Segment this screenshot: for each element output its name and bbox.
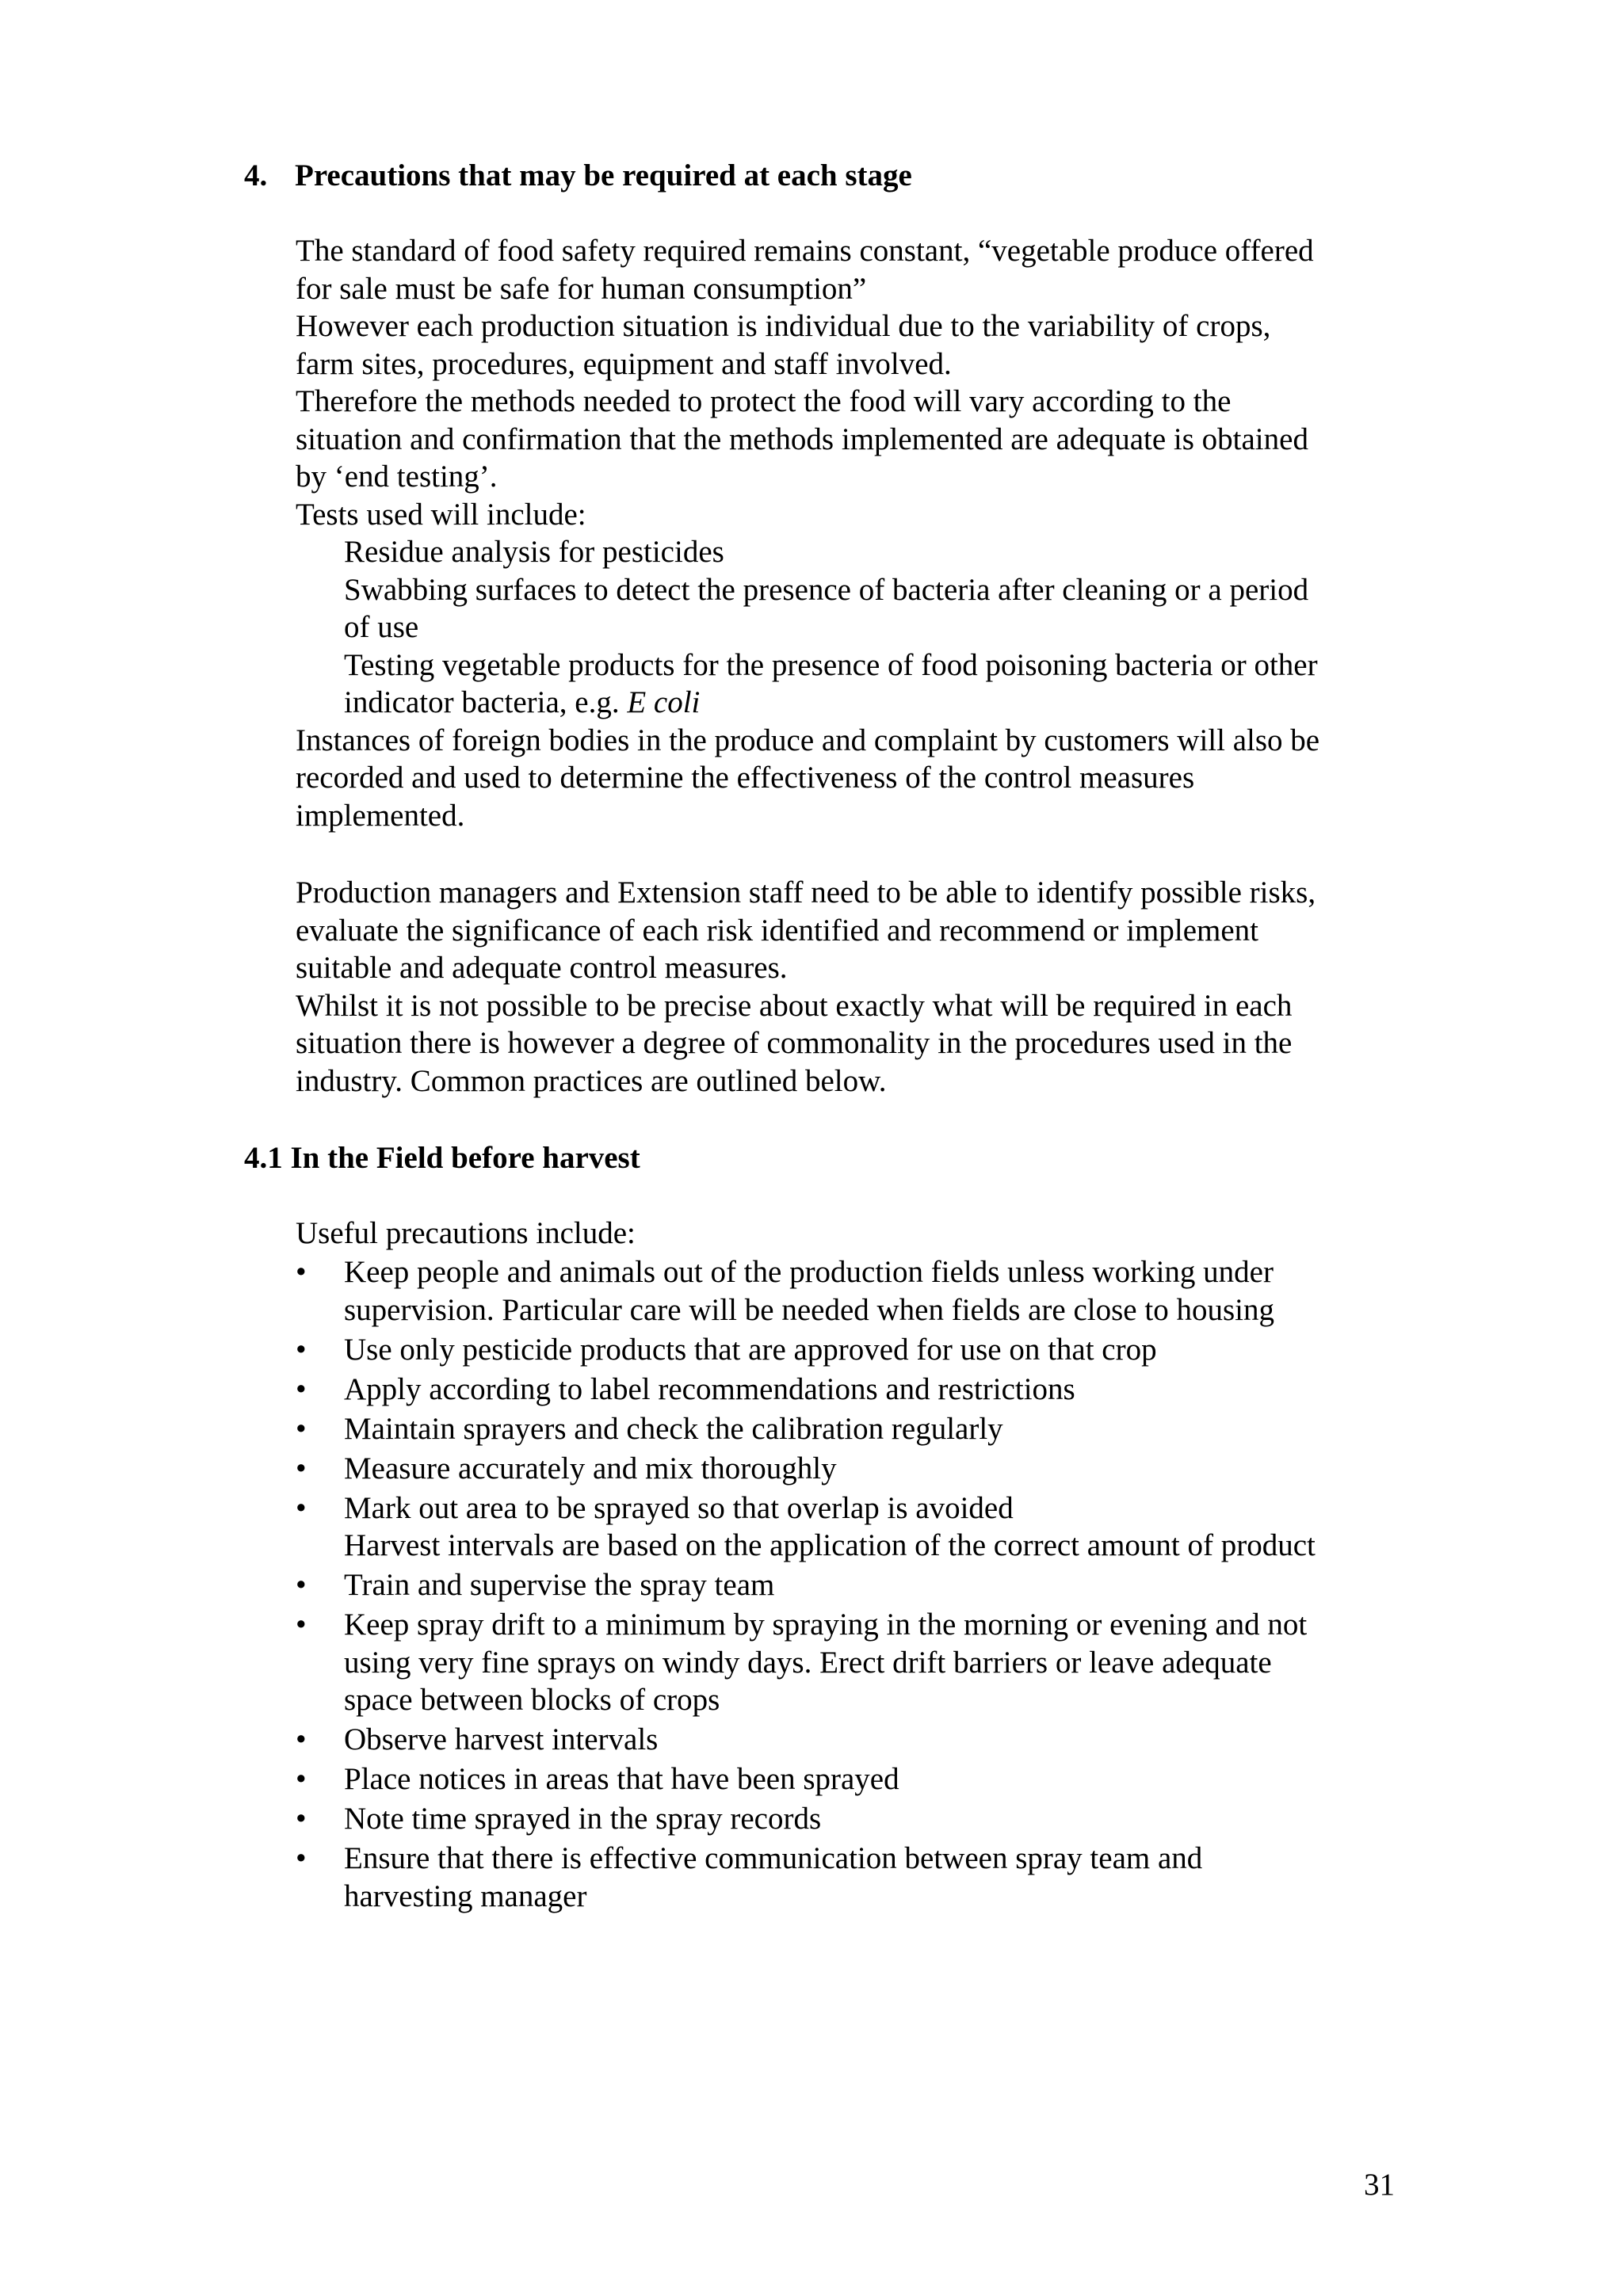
list-item-line: Mark out area to be sprayed so that overlap is avoided (344, 1490, 1014, 1525)
list-item (296, 1721, 1421, 1759)
list-item-line: Train and supervise the spray team (344, 1568, 775, 1602)
section-4-1-intro (296, 1215, 1405, 1253)
list-item-line: Place notices in areas that have been sprayed (344, 1762, 899, 1796)
list-item-line: Note time sprayed in the spray records (344, 1802, 822, 1836)
text-line: Whilst it is not possible to be precise about exactly what will be required in each (296, 988, 1293, 1023)
test-item: Testing vegetable products for the presence of food poisoning bacteria or other (344, 647, 1318, 682)
text-line: for sale must be safe for human consumption” (296, 271, 867, 306)
list-item-line: Harvest intervals are based on the application of the correct amount of product (344, 1528, 1316, 1562)
list-item-line: supervision. Particular care will be needed when fields are close to housing (344, 1292, 1274, 1327)
text-line: Tests used will include: (296, 497, 586, 532)
list-item (296, 1371, 1421, 1409)
list-item (296, 1410, 1421, 1448)
test-item: Residue analysis for pesticides (344, 535, 724, 569)
text-line: suitable and adequate control measures. (296, 951, 788, 985)
bullet-icon: • (296, 1332, 307, 1367)
bullet-icon: • (296, 1411, 307, 1446)
bullet-icon: • (296, 1451, 307, 1486)
section-4-heading (244, 157, 912, 195)
test-item: of use (344, 610, 419, 644)
bullet-icon: • (296, 1371, 307, 1406)
list-item-line: Ensure that there is effective communication between spray team and (344, 1841, 1203, 1875)
text-line: farm sites, procedures, equipment and staff involved. (296, 346, 952, 381)
bullet-icon: • (296, 1255, 307, 1289)
list-item-line: harvesting manager (344, 1878, 587, 1913)
list-item (296, 1253, 1421, 1329)
text-line: implemented. (296, 798, 465, 833)
bullet-icon: • (296, 1608, 307, 1642)
text-line: recorded and used to determine the effectiveness of the control measures (296, 761, 1195, 795)
bullet-icon: • (296, 1802, 307, 1836)
list-item-line: Keep people and animals out of the production fields unless working under (344, 1255, 1274, 1289)
test-item-with-example (296, 684, 1405, 722)
list-item (296, 1606, 1421, 1719)
text-line: situation there is however a degree of commonality in the procedures used in the (296, 1026, 1293, 1060)
list-item-line: Apply according to label recommendations and restrictions (344, 1371, 1075, 1406)
intro-text: Useful precautions include: (296, 1216, 636, 1250)
precautions-list (296, 1253, 1421, 1917)
list-item-line: using very fine sprays on windy days. Erect drift barriers or leave adequate (344, 1645, 1272, 1680)
section-4-1-heading: 4.1 In the Field before harvest (244, 1141, 640, 1175)
list-item-line: Use only pesticide products that are approved for use on that crop (344, 1332, 1157, 1367)
section-4-number: 4. (244, 158, 268, 193)
text-line: by ‘end testing’. (296, 460, 498, 494)
list-item (296, 1331, 1421, 1369)
list-item (296, 1800, 1421, 1838)
text-line: situation and confirmation that the methods implemented are adequate is obtained (296, 421, 1308, 456)
test-item-text: indicator bacteria, e.g. (344, 685, 628, 719)
bullet-icon: • (296, 1490, 307, 1525)
list-item (296, 1840, 1421, 1915)
list-item-line: Maintain sprayers and check the calibration regularly (344, 1411, 1003, 1446)
section-4-paragraph-1 (296, 232, 1405, 834)
bullet-icon: • (296, 1841, 307, 1875)
section-4-title: Precautions that may be required at each stage (295, 158, 912, 193)
section-4-paragraph-2 (296, 874, 1405, 1100)
page-number: 31 (1364, 2168, 1395, 2202)
list-item-line: Keep spray drift to a minimum by spraying in the morning or evening and not (344, 1608, 1308, 1642)
text-line: However each production situation is individual due to the variability of crops, (296, 309, 1271, 343)
text-line: Instances of foreign bodies in the produce and complaint by customers will also be (296, 723, 1320, 757)
text-line: industry. Common practices are outlined below. (296, 1063, 887, 1098)
bacteria-name: E coli (627, 685, 701, 719)
list-item-line: Measure accurately and mix thoroughly (344, 1451, 837, 1486)
test-item: Swabbing surfaces to detect the presence of bacteria after cleaning or a period (344, 572, 1309, 607)
list-item-line: space between blocks of crops (344, 1683, 720, 1717)
text-line: Production managers and Extension staff need to be able to identify possible risks, (296, 875, 1316, 910)
list-item (296, 1450, 1421, 1488)
text-line: evaluate the significance of each risk identified and recommend or implement (296, 913, 1259, 948)
text-line: The standard of food safety required remains constant, “vegetable produce offered (296, 234, 1314, 268)
bullet-icon: • (296, 1722, 307, 1756)
text-line: Therefore the methods needed to protect the food will vary according to the (296, 384, 1232, 418)
list-item (296, 1760, 1421, 1798)
list-item (296, 1489, 1421, 1565)
bullet-icon: • (296, 1568, 307, 1602)
bullet-icon: • (296, 1762, 307, 1796)
list-item-line: Observe harvest intervals (344, 1722, 659, 1756)
list-item (296, 1566, 1421, 1604)
